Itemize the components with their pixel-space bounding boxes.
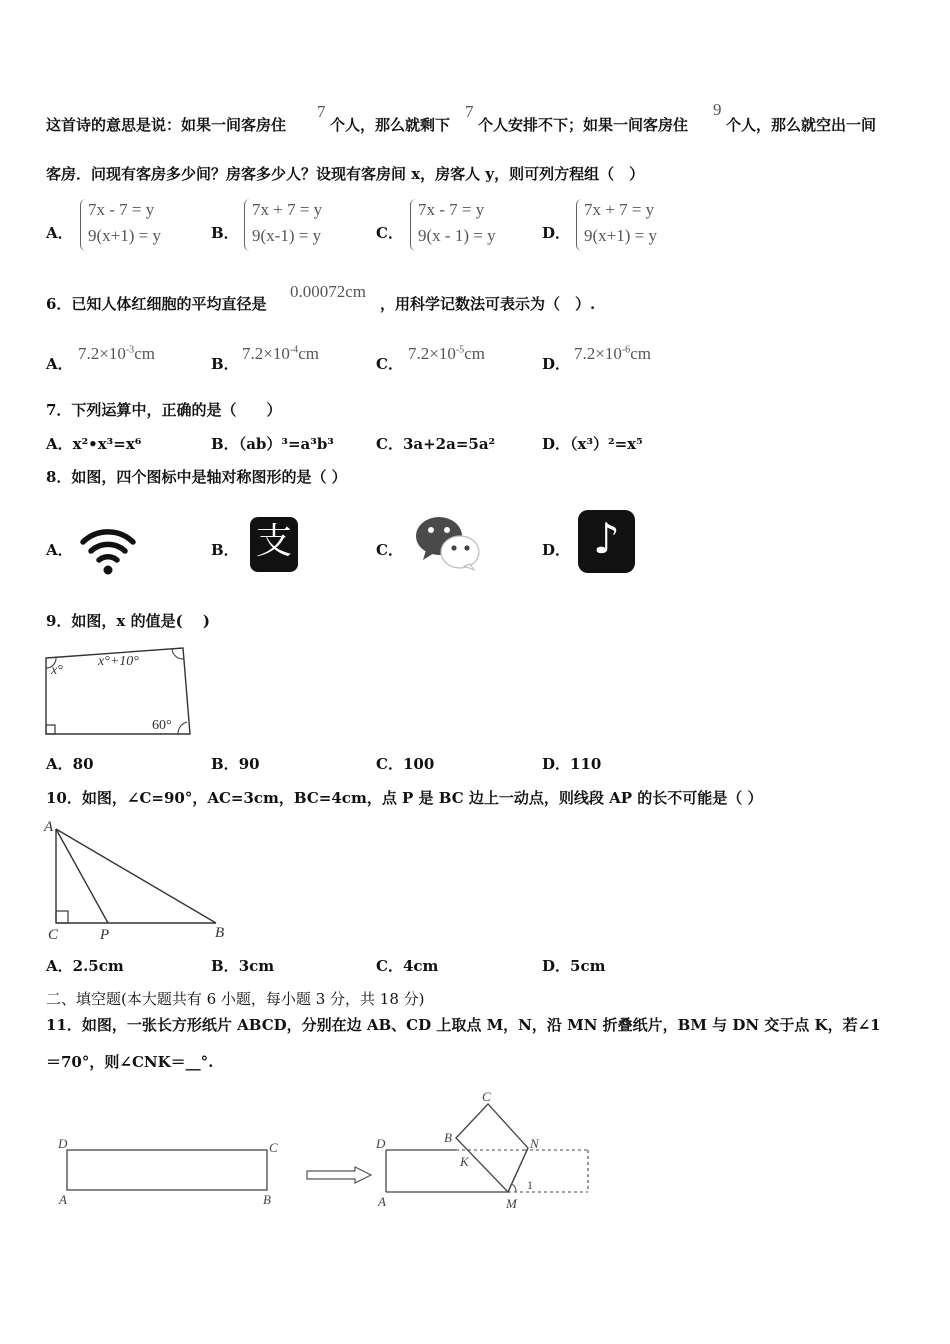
q6-option-a-label[interactable]: A．	[46, 355, 73, 373]
point-c-label: C	[269, 1140, 278, 1155]
q8-stem: 8．如图，四个图标中是轴对称图形的是（ ）	[46, 468, 347, 486]
q9-option-d[interactable]: D．110	[542, 755, 602, 773]
q6-option-a-value: $7.2\times 10^{-3}cm$	[78, 344, 155, 363]
q6-option-b-value: $7.2\times 10^{-4}cm$	[242, 344, 319, 363]
q9-option-b[interactable]: B．90	[211, 755, 260, 773]
q8-option-b-label[interactable]: B．	[211, 541, 239, 559]
q7-stem: 7．下列运算中，正确的是（ ）	[46, 401, 282, 419]
q5-option-b-label[interactable]: B．	[211, 224, 239, 242]
q10-option-a[interactable]: A．2.5cm	[46, 957, 124, 975]
q11-rectangle-figure	[55, 1130, 285, 1212]
equation-2: 9(x+1) = y	[584, 226, 657, 245]
point-b-label: B	[215, 925, 225, 941]
q5-option-a-label[interactable]: A．	[46, 224, 73, 242]
q5-text-a: 这首诗的意思是说：如果一间客房住	[46, 116, 287, 134]
brace	[576, 199, 583, 251]
q5-text-c: 个人安排不下；如果一间客房住	[478, 116, 689, 134]
q10-option-b[interactable]: B．3cm	[211, 957, 275, 975]
q10-option-d[interactable]: D．5cm	[542, 957, 606, 975]
angle-x-label: x°	[51, 663, 63, 678]
angle-x-plus-10-label: x°+10°	[98, 654, 139, 669]
q9-stem: 9．如图，x 的值是( )	[46, 612, 211, 630]
alipay-icon	[250, 517, 298, 572]
q7-option-b[interactable]: B．（ab）³=a³b³	[211, 435, 334, 453]
q11-stem-line2: ＝70°，则∠CNK＝__°.	[46, 1053, 214, 1071]
point-p-label: P	[100, 927, 110, 943]
q10-option-c[interactable]: C．4cm	[376, 957, 439, 975]
point-a-label: A	[44, 819, 54, 835]
q7-option-c[interactable]: C．3a+2a=5a²	[376, 435, 496, 453]
q7-option-a[interactable]: A．x²•x³=x⁶	[46, 435, 142, 453]
q11-folded-figure	[370, 1090, 600, 1215]
section-2-heading: 二、填空题(本大题共有 6 小题，每小题 3 分，共 18 分)	[46, 990, 425, 1008]
q5-number-3: 9	[713, 100, 722, 119]
q9-option-c[interactable]: C．100	[376, 755, 435, 773]
q5-option-d-label[interactable]: D．	[542, 224, 571, 242]
point-b-label: B	[263, 1192, 271, 1207]
q9-option-a[interactable]: A．80	[46, 755, 94, 773]
point-a-label: A	[378, 1194, 386, 1209]
tiktok-icon	[578, 510, 635, 573]
point-d-label: D	[376, 1136, 386, 1151]
point-c-label: C	[482, 1090, 491, 1104]
point-n-label: N	[530, 1136, 539, 1151]
brace	[410, 199, 417, 251]
q5-stem-line2: 客房．问现有客房多少间？房客多少人？设现有客房间 x，房客人 y，则可列方程组（ ）	[46, 165, 645, 183]
q6-stem-b: ，用科学记数法可表示为（ ）.	[380, 295, 596, 313]
q5-number-1: 7	[317, 102, 326, 121]
point-a-label: A	[59, 1192, 67, 1207]
q5-text-d: 个人，那么就空出一间	[726, 116, 877, 134]
equation-1: 7x - 7 = y	[88, 200, 155, 219]
point-d-label: D	[58, 1136, 68, 1151]
angle-60-label: 60°	[152, 718, 172, 733]
brace	[244, 199, 251, 251]
alipay-glyph: 支	[255, 521, 292, 562]
q6-option-c-label[interactable]: C．	[376, 355, 403, 373]
arrow-right-icon	[305, 1165, 375, 1185]
equation-2: 9(x - 1) = y	[418, 226, 496, 245]
q6-value: 0.00072cm	[290, 282, 367, 301]
q8-option-c-label[interactable]: C．	[376, 541, 403, 559]
equation-1: 7x + 7 = y	[584, 200, 655, 219]
equation-2: 9(x-1) = y	[252, 226, 322, 245]
point-c-label: C	[48, 927, 59, 943]
angle-1-label: 1	[527, 1178, 533, 1192]
point-b-label: B	[444, 1130, 452, 1145]
q11-stem-line1: 11．如图，一张长方形纸片 ABCD，分别在边 AB、CD 上取点 M，N，沿 MN 折叠纸片，BM 与 DN 交于点 K，若∠1	[46, 1016, 881, 1034]
q9-quadrilateral-figure	[38, 640, 208, 740]
q5-option-c-label[interactable]: C．	[376, 224, 403, 242]
equation-1: 7x + 7 = y	[252, 200, 323, 219]
point-k-label: K	[460, 1154, 469, 1169]
q10-stem: 10．如图，∠C=90°，AC=3cm，BC=4cm，点 P 是 BC 边上一动点，则线段 AP 的长不可能是（ ）	[46, 789, 763, 807]
wifi-icon	[78, 522, 138, 578]
equation-2: 9(x+1) = y	[88, 226, 161, 245]
q6-option-d-label[interactable]: D．	[542, 355, 571, 373]
q8-option-a-label[interactable]: A．	[46, 541, 73, 559]
point-m-label: M	[506, 1196, 517, 1211]
brace	[80, 199, 87, 251]
q6-option-b-label[interactable]: B．	[211, 355, 239, 373]
q5-text-b: 个人，那么就剩下	[330, 116, 451, 134]
wechat-icon	[414, 512, 482, 572]
q8-option-d-label[interactable]: D．	[542, 541, 571, 559]
tiktok-glyph: ♪	[593, 514, 620, 563]
q7-option-d[interactable]: D．（x³）²=x⁵	[542, 435, 643, 453]
q6-option-d-value: $7.2\times 10^{-6}cm$	[574, 344, 651, 363]
q6-option-c-value: $7.2\times 10^{-5}cm$	[408, 344, 485, 363]
q10-triangle-figure	[40, 815, 240, 945]
q6-stem-a: 6．已知人体红细胞的平均直径是	[46, 295, 267, 313]
equation-1: 7x - 7 = y	[418, 200, 485, 219]
q5-number-2: 7	[465, 102, 474, 121]
